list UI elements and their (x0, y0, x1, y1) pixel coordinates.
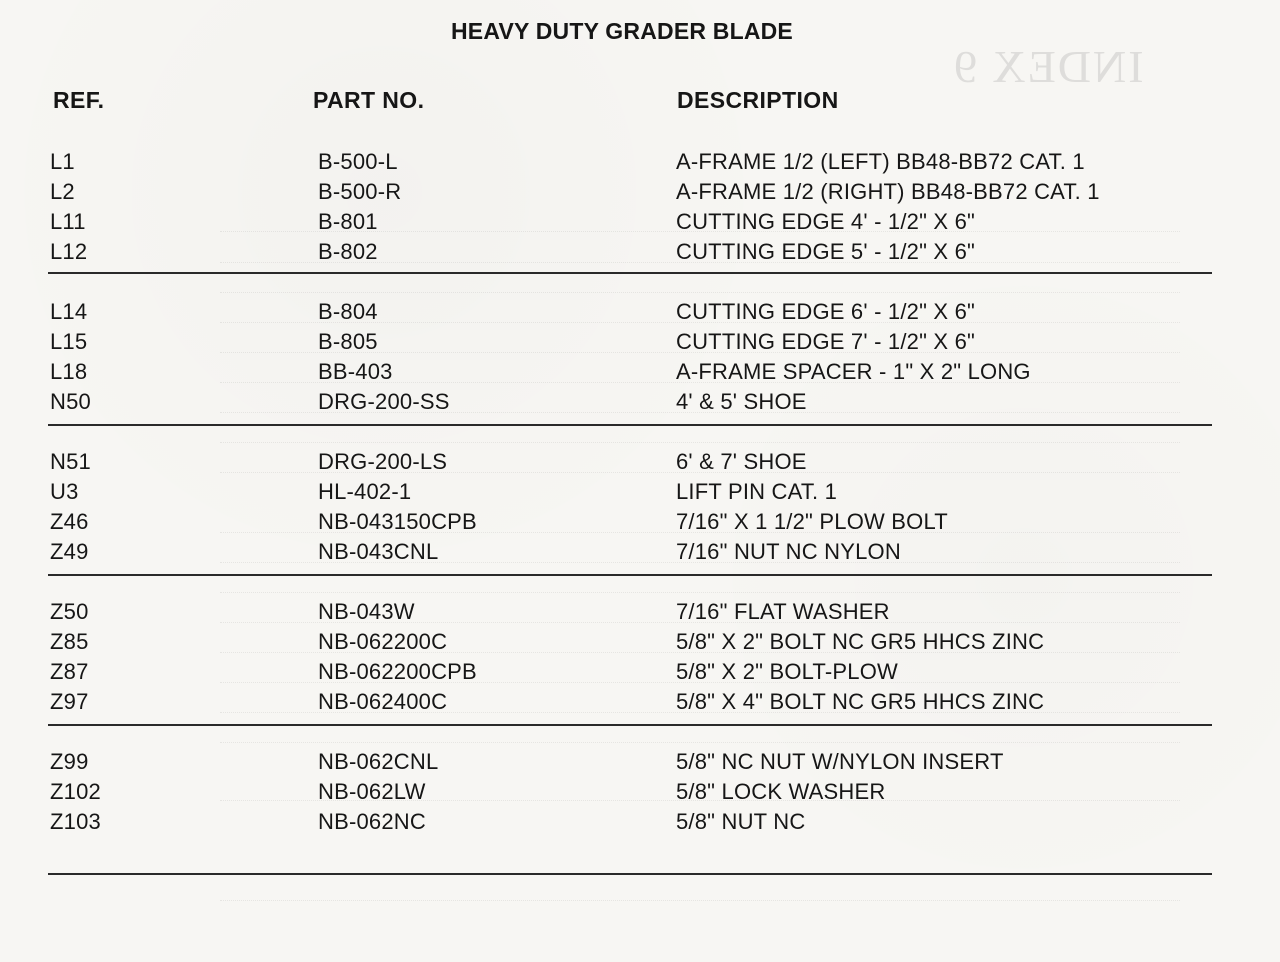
ref-cell: Z50 (50, 599, 89, 624)
description-cell: A-FRAME 1/2 (LEFT) BB48-BB72 CAT. 1 (676, 149, 1085, 174)
ref-cell: L2 (50, 179, 75, 204)
ref-cell: N51 (50, 449, 91, 474)
part-number-cell: NB-062LW (318, 779, 426, 804)
table-row (0, 147, 1280, 177)
ref-cell: Z97 (50, 689, 89, 714)
part-number-cell: NB-062200CPB (318, 659, 477, 684)
table-row (0, 387, 1280, 417)
ref-cell: L15 (50, 329, 88, 354)
ref-cell: Z103 (50, 809, 101, 834)
description-cell: CUTTING EDGE 5' - 1/2" X 6" (676, 239, 976, 264)
ref-cell: L12 (50, 239, 88, 264)
part-number-cell: NB-062200C (318, 629, 448, 654)
description-cell: 5/8" X 2" BOLT NC GR5 HHCS ZINC (676, 629, 1045, 654)
description-cell: 5/8" NC NUT W/NYLON INSERT (676, 749, 1004, 774)
group-divider (48, 574, 1212, 576)
description-cell: 7/16" FLAT WASHER (676, 599, 890, 624)
document-title: HEAVY DUTY GRADER BLADE (451, 18, 793, 44)
description-cell: A-FRAME SPACER - 1" X 2" LONG (676, 359, 1031, 384)
part-number-cell: DRG-200-SS (318, 389, 450, 414)
part-number-cell: B-500-R (318, 179, 402, 204)
ref-cell: Z99 (50, 749, 89, 774)
table-row (0, 777, 1280, 807)
table-row (0, 687, 1280, 717)
part-number-cell: B-500-L (318, 149, 398, 174)
table-row (0, 807, 1280, 837)
bottom-divider (48, 873, 1212, 875)
table-row (0, 507, 1280, 537)
part-number-cell: B-805 (318, 329, 378, 354)
description-cell: CUTTING EDGE 4' - 1/2" X 6" (676, 209, 976, 234)
part-number-column-header: PART NO. (313, 87, 425, 113)
part-number-cell: HL-402-1 (318, 479, 412, 504)
ref-cell: L14 (50, 299, 88, 324)
ref-cell: Z46 (50, 509, 89, 534)
part-number-cell: DRG-200-LS (318, 449, 448, 474)
description-cell: 5/8" LOCK WASHER (676, 779, 886, 804)
ref-cell: Z87 (50, 659, 89, 684)
table-row (0, 327, 1280, 357)
part-number-cell: NB-062NC (318, 809, 426, 834)
ref-cell: U3 (50, 479, 79, 504)
description-cell: A-FRAME 1/2 (RIGHT) BB48-BB72 CAT. 1 (676, 179, 1100, 204)
ref-column-header: REF. (53, 87, 105, 113)
ref-cell: Z49 (50, 539, 89, 564)
table-row (0, 207, 1280, 237)
table-row (0, 597, 1280, 627)
ref-cell: Z102 (50, 779, 101, 804)
description-cell: 5/8" X 2" BOLT-PLOW (676, 659, 898, 684)
part-number-cell: BB-403 (318, 359, 393, 384)
table-row (0, 447, 1280, 477)
description-cell: LIFT PIN CAT. 1 (676, 479, 838, 504)
group-divider (48, 272, 1212, 274)
part-number-cell: NB-043CNL (318, 539, 439, 564)
table-row (0, 537, 1280, 567)
part-number-cell: B-802 (318, 239, 378, 264)
description-cell: 7/16" NUT NC NYLON (676, 539, 901, 564)
description-cell: CUTTING EDGE 7' - 1/2" X 6" (676, 329, 976, 354)
table-row (0, 357, 1280, 387)
table-row (0, 297, 1280, 327)
table-row (0, 237, 1280, 267)
group-divider (48, 724, 1212, 726)
ref-cell: L1 (50, 149, 75, 174)
group-divider (48, 424, 1212, 426)
part-number-cell: NB-062CNL (318, 749, 439, 774)
table-row (0, 627, 1280, 657)
description-cell: 7/16" X 1 1/2" PLOW BOLT (676, 509, 948, 534)
table-row (0, 477, 1280, 507)
description-cell: 5/8" X 4" BOLT NC GR5 HHCS ZINC (676, 689, 1045, 714)
part-number-cell: B-804 (318, 299, 378, 324)
description-column-header: DESCRIPTION (677, 87, 839, 113)
ref-cell: L11 (50, 209, 86, 234)
description-cell: 5/8" NUT NC (676, 809, 806, 834)
part-number-cell: NB-043150CPB (318, 509, 477, 534)
table-row (0, 177, 1280, 207)
bleed-through-background: INDEX 9 (0, 0, 1280, 962)
description-cell: 6' & 7' SHOE (676, 449, 807, 474)
ref-cell: Z85 (50, 629, 89, 654)
table-row (0, 657, 1280, 687)
description-cell: CUTTING EDGE 6' - 1/2" X 6" (676, 299, 976, 324)
part-number-cell: NB-062400C (318, 689, 448, 714)
part-number-cell: NB-043W (318, 599, 415, 624)
ref-cell: L18 (50, 359, 88, 384)
ref-cell: N50 (50, 389, 91, 414)
table-row (0, 747, 1280, 777)
part-number-cell: B-801 (318, 209, 378, 234)
description-cell: 4' & 5' SHOE (676, 389, 807, 414)
